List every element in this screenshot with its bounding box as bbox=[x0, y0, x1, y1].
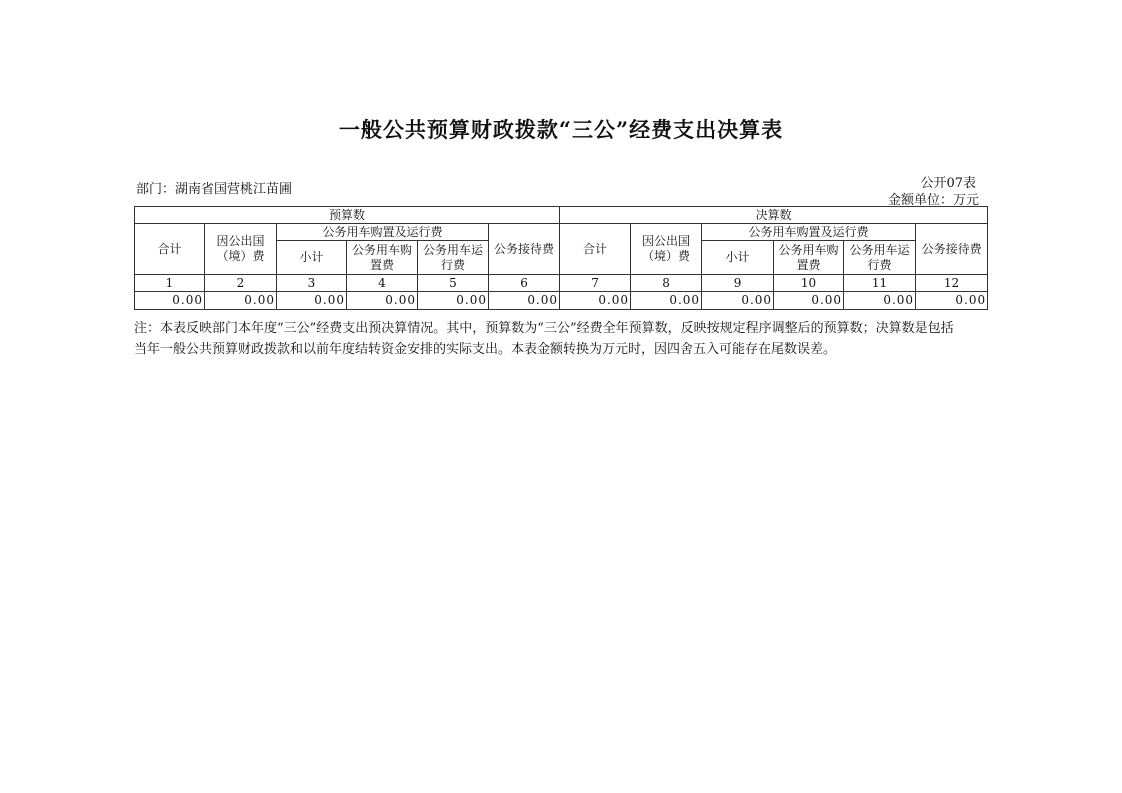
value-cell: 0.00 bbox=[844, 292, 916, 310]
budget-subtotal-header: 小计 bbox=[277, 241, 347, 275]
value-cell: 0.00 bbox=[560, 292, 631, 310]
budget-total-header: 合计 bbox=[135, 224, 205, 275]
budget-vehicle-purchase-header: 公务用车购置费 bbox=[347, 241, 418, 275]
form-code: 公开07表 bbox=[920, 176, 976, 191]
column-number: 3 bbox=[277, 275, 347, 292]
value-cell: 0.00 bbox=[702, 292, 774, 310]
column-number: 1 bbox=[135, 275, 205, 292]
three-public-expense-table bbox=[134, 206, 988, 310]
column-number: 11 bbox=[844, 275, 916, 292]
budget-reception-header: 公务接待费 bbox=[489, 224, 560, 275]
budget-vehicle-operation-header: 公务用车运行费 bbox=[418, 241, 489, 275]
column-number-row bbox=[135, 275, 988, 292]
final-subtotal-header: 小计 bbox=[702, 241, 774, 275]
value-cell: 0.00 bbox=[774, 292, 844, 310]
table-row bbox=[135, 292, 988, 310]
column-number: 5 bbox=[418, 275, 489, 292]
unit-label: 金额单位：万元 bbox=[887, 193, 979, 208]
budget-header: 预算数 bbox=[135, 207, 560, 224]
page-title: 一般公共预算财政拨款“三公”经费支出决算表 bbox=[338, 117, 784, 142]
column-number: 4 bbox=[347, 275, 418, 292]
table-header-row bbox=[135, 207, 988, 224]
value-cell: 0.00 bbox=[205, 292, 277, 310]
value-cell: 0.00 bbox=[489, 292, 560, 310]
department-label: 部门：湖南省国营桃江苗圃 bbox=[136, 182, 293, 197]
final-vehicle-operation-header: 公务用车运行费 bbox=[844, 241, 916, 275]
column-number: 8 bbox=[631, 275, 702, 292]
value-cell: 0.00 bbox=[916, 292, 988, 310]
value-cell: 0.00 bbox=[631, 292, 702, 310]
column-number: 10 bbox=[774, 275, 844, 292]
final-reception-header: 公务接待费 bbox=[916, 224, 988, 275]
column-number: 6 bbox=[489, 275, 560, 292]
value-cell: 0.00 bbox=[418, 292, 489, 310]
final-vehicle-purchase-header: 公务用车购置费 bbox=[774, 241, 844, 275]
final-abroad-header: 因公出国（境）费 bbox=[631, 224, 702, 275]
budget-abroad-header: 因公出国（境）费 bbox=[205, 224, 277, 275]
column-number: 2 bbox=[205, 275, 277, 292]
final-vehicle-group-header: 公务用车购置及运行费 bbox=[702, 224, 916, 241]
column-number: 12 bbox=[916, 275, 988, 292]
footnote: 注：本表反映部门本年度“三公”经费支出预决算情况。其中，预算数为“三公”经费全年预算数，反映按规定程序调整后的预算数；决算数是包括当年一般公共预算财政拨款和以前年度结转资金安排的实际支出。本表金额转换为万元时，因四舍五入可能存在尾数误差。 bbox=[134, 321, 954, 357]
budget-vehicle-group-header: 公务用车购置及运行费 bbox=[277, 224, 489, 241]
value-cell: 0.00 bbox=[347, 292, 418, 310]
table-subheader-row bbox=[135, 224, 988, 241]
final-header: 决算数 bbox=[560, 207, 988, 224]
final-total-header: 合计 bbox=[560, 224, 631, 275]
column-number: 9 bbox=[702, 275, 774, 292]
column-number: 7 bbox=[560, 275, 631, 292]
value-cell: 0.00 bbox=[135, 292, 205, 310]
value-cell: 0.00 bbox=[277, 292, 347, 310]
